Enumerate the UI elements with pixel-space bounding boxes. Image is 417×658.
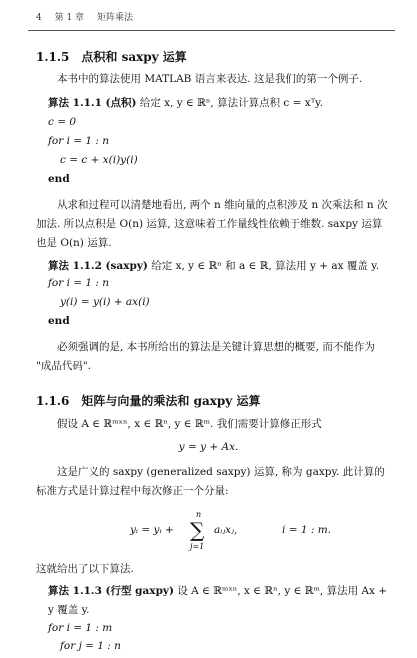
header-rule	[28, 30, 395, 31]
sigma-symbol: ∑	[190, 518, 205, 542]
code-line: for i = 1 : n	[48, 135, 110, 147]
equation-lhs: yᵢ = yᵢ +	[130, 524, 174, 536]
algorithm-1-1-1	[48, 94, 323, 113]
code-line: c = 0	[48, 116, 77, 128]
algorithm-description: 给定 x, y ∈ ℝⁿ, 算法计算点积 c = xᵀy.	[139, 97, 323, 109]
chapter-label: 第 1 章	[54, 13, 85, 23]
algorithm-1-1-2	[48, 257, 379, 276]
algorithm-1-1-3	[48, 582, 391, 620]
code-line: end	[48, 173, 70, 185]
page-number: 4	[36, 13, 42, 23]
equation-gaxpy: y = y + Ax.	[178, 441, 239, 453]
code-line: for i = 1 : n	[48, 277, 110, 289]
section-heading-116	[36, 392, 260, 409]
section-number: 1.1.5	[36, 50, 70, 64]
algorithm-description: 给定 x, y ∈ ℝⁿ 和 a ∈ ℝ, 算法用 y + ax 覆盖 y.	[151, 260, 380, 272]
equation-sum	[130, 512, 390, 552]
code-line: end	[48, 315, 70, 327]
paragraph-1: 本书中的算法使用 MATLAB 语言来表达. 这是我们的第一个例子.	[57, 73, 363, 85]
sum-lower-limit: j=1	[190, 542, 205, 551]
algorithm-title: 算法 1.1.1 (点积)	[48, 97, 137, 109]
paragraph-2: 从求和过程可以清楚地看出, 两个 n 维向量的点积涉及 n 次乘法和 n 次加法. 所以点积是 O(n) 运算, 这意味着工作量线性依赖于维数. saxpy 运算也是 O(n) 运算.	[36, 199, 388, 249]
chapter-title: 矩阵乘法	[96, 13, 133, 23]
paragraph-4: 假设 A ∈ ℝᵐˣⁿ, x ∈ ℝⁿ, y ∈ ℝᵐ. 我们需要计算修正形式	[57, 418, 322, 430]
paragraph-6: 这就给出了以下算法.	[36, 563, 134, 575]
section-title: 点积和 saxpy 运算	[81, 50, 187, 64]
algorithm-title: 算法 1.1.3 (行型 gaxpy)	[48, 585, 174, 597]
running-header	[36, 10, 391, 23]
section-title: 矩阵与向量的乘法和 gaxpy 运算	[81, 394, 261, 408]
code-line: y(i) = y(i) + ax(i)	[60, 296, 150, 308]
algorithm-description: 设 A ∈ ℝᵐˣⁿ, x ∈ ℝⁿ, y ∈ ℝᵐ, 算法用 Ax + y 覆盖 y.	[48, 585, 388, 616]
code-line: for j = 1 : n	[60, 640, 121, 652]
algorithm-title: 算法 1.1.2 (saxpy)	[48, 260, 148, 272]
sum-term: aᵢⱼxⱼ,	[214, 524, 238, 536]
code-line: c = c + x(i)y(i)	[60, 154, 138, 166]
equation-range: i = 1 : m.	[282, 524, 332, 536]
paragraph-5: 这是广义的 saxpy (generalized saxpy) 运算, 称为 gaxpy. 此计算的标准方式是计算过程中每次修正一个分量:	[36, 466, 385, 497]
code-line: for i = 1 : m	[48, 622, 113, 634]
section-number: 1.1.6	[36, 394, 70, 408]
section-heading-115	[36, 48, 187, 65]
paragraph-3: 必须强调的是, 本书所给出的算法是关键计算思想的概要, 而不能作为 "成品代码".	[36, 341, 375, 372]
sum-upper-limit: n	[196, 510, 202, 519]
